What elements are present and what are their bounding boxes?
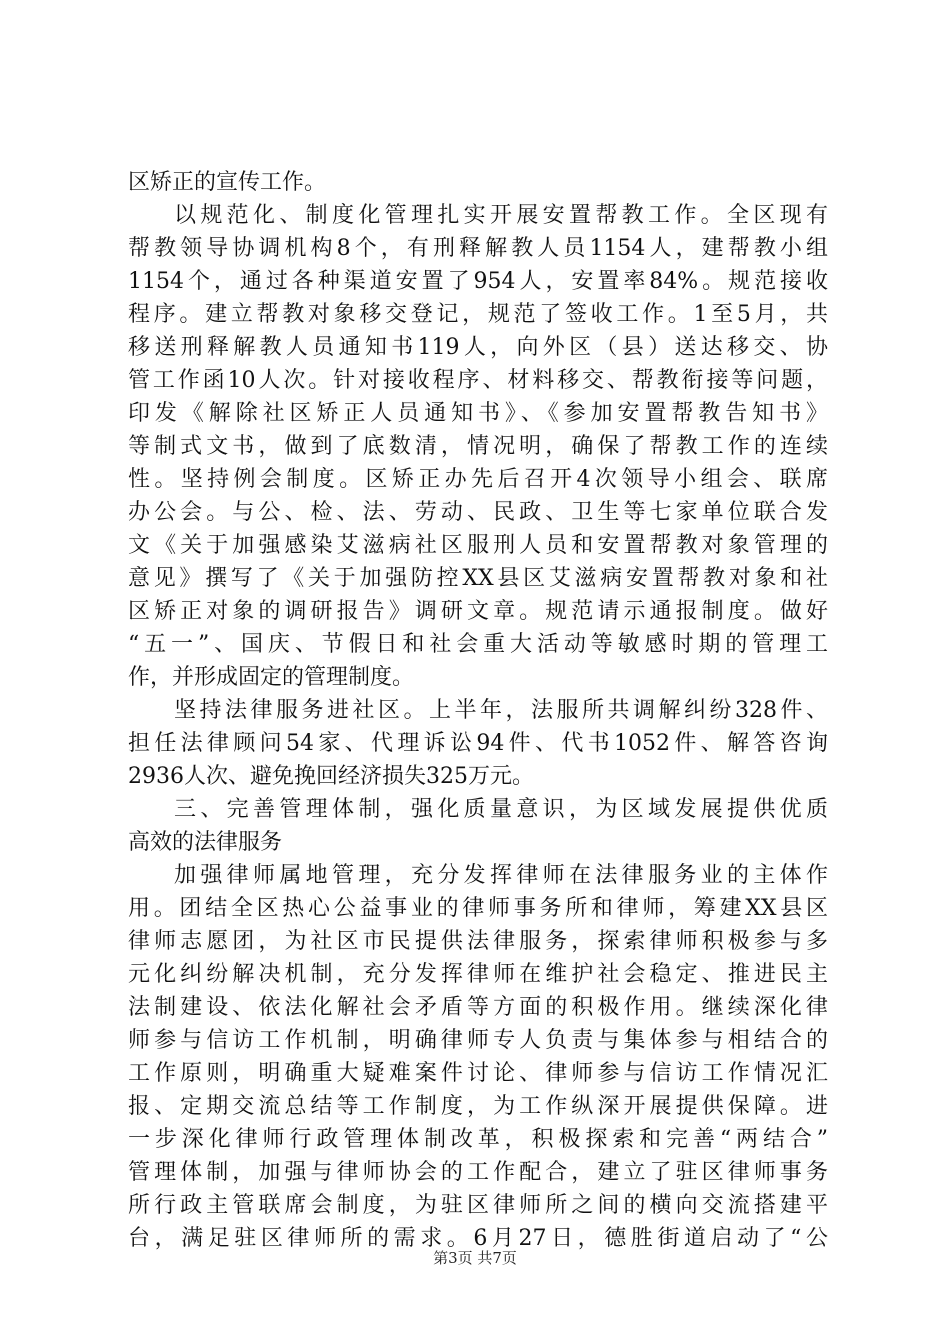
- paragraph-start-line: 坚持法律服务进社区。上半年，法服所共调解纠纷328件、: [174, 698, 828, 723]
- text-line: 区矫正对象的调研报告》调研文章。规范请示通报制度。做好: [128, 599, 828, 624]
- text-line: 担任法律顾问54家、代理诉讼94件、代书1052件、解答咨询: [128, 731, 828, 756]
- text-line: 意见》撰写了《关于加强防控XX县区艾滋病安置帮教对象和社: [128, 566, 828, 591]
- text-line: 法制建设、依法化解社会矛盾等方面的积极作用。继续深化律: [128, 995, 828, 1020]
- paragraph-start-line: 以规范化、制度化管理扎实开展安置帮教工作。全区现有: [174, 203, 828, 228]
- paragraph-start-line: 加强律师属地管理，充分发挥律师在法律服务业的主体作: [174, 863, 828, 888]
- text-line: 程序。建立帮教对象移交登记，规范了签收工作。1至5月，共: [128, 302, 828, 327]
- document-body: [128, 166, 828, 1255]
- text-line: 律师志愿团，为社区市民提供法律服务，探索律师积极参与多: [128, 929, 828, 954]
- page-number-footer: 第3页 共7页: [433, 1249, 517, 1267]
- text-line: 文《关于加强感染艾滋病社区服刑人员和安置帮教对象管理的: [128, 533, 828, 558]
- text-line: 管工作函10人次。针对接收程序、材料移交、帮教衔接等问题，: [128, 368, 828, 393]
- text-line: 报、定期交流总结等工作制度，为工作纵深开展提供保障。进: [128, 1094, 828, 1119]
- text-line: 管理体制，加强与律师协会的工作配合，建立了驻区律师事务: [128, 1160, 828, 1185]
- text-line: 工作原则，明确重大疑难案件讨论、律师参与信访工作情况汇: [128, 1061, 828, 1086]
- text-line: 性。坚持例会制度。区矫正办先后召开4次领导小组会、联席: [128, 467, 828, 492]
- text-line: 用。团结全区热心公益事业的律师事务所和律师，筹建XX县区: [128, 896, 828, 921]
- section-heading-line: 三、完善管理体制，强化质量意识，为区域发展提供优质: [174, 797, 828, 822]
- text-line: 元化纠纷解决机制，充分发挥律师在维护社会稳定、推进民主: [128, 962, 828, 987]
- text-line: 2936人次、避免挽回经济损失325万元。: [128, 764, 534, 789]
- text-line: 等制式文书，做到了底数清，情况明，确保了帮教工作的连续: [128, 434, 828, 459]
- section-heading-line: 高效的法律服务: [128, 830, 283, 855]
- text-line: 印发《解除社区矫正人员通知书》、《参加安置帮教告知书》: [128, 401, 828, 426]
- text-line: 1154个，通过各种渠道安置了954人，安置率84%。规范接收: [128, 269, 828, 294]
- text-line: 师参与信访工作机制，明确律师专人负责与集体参与相结合的: [128, 1028, 828, 1053]
- text-line: 移送刑释解教人员通知书119人，向外区（县）送达移交、协: [128, 335, 828, 360]
- text-line: “五一”、国庆、节假日和社会重大活动等敏感时期的管理工: [128, 632, 828, 657]
- text-line: 一步深化律师行政管理体制改革，积极探索和完善“两结合”: [128, 1127, 828, 1152]
- text-line: 办公会。与公、检、法、劳动、民政、卫生等七家单位联合发: [128, 500, 828, 525]
- text-line: 帮教领导协调机构8个，有刑释解教人员1154人，建帮教小组: [128, 236, 828, 261]
- text-line: 所行政主管联席会制度，为驻区律师所之间的横向交流搭建平: [128, 1193, 828, 1218]
- text-line: 作，并形成固定的管理制度。: [128, 665, 415, 690]
- text-line: 区矫正的宣传工作。: [128, 170, 327, 195]
- text-line: 台，满足驻区律师所的需求。6月27日，德胜街道启动了“公: [128, 1226, 828, 1251]
